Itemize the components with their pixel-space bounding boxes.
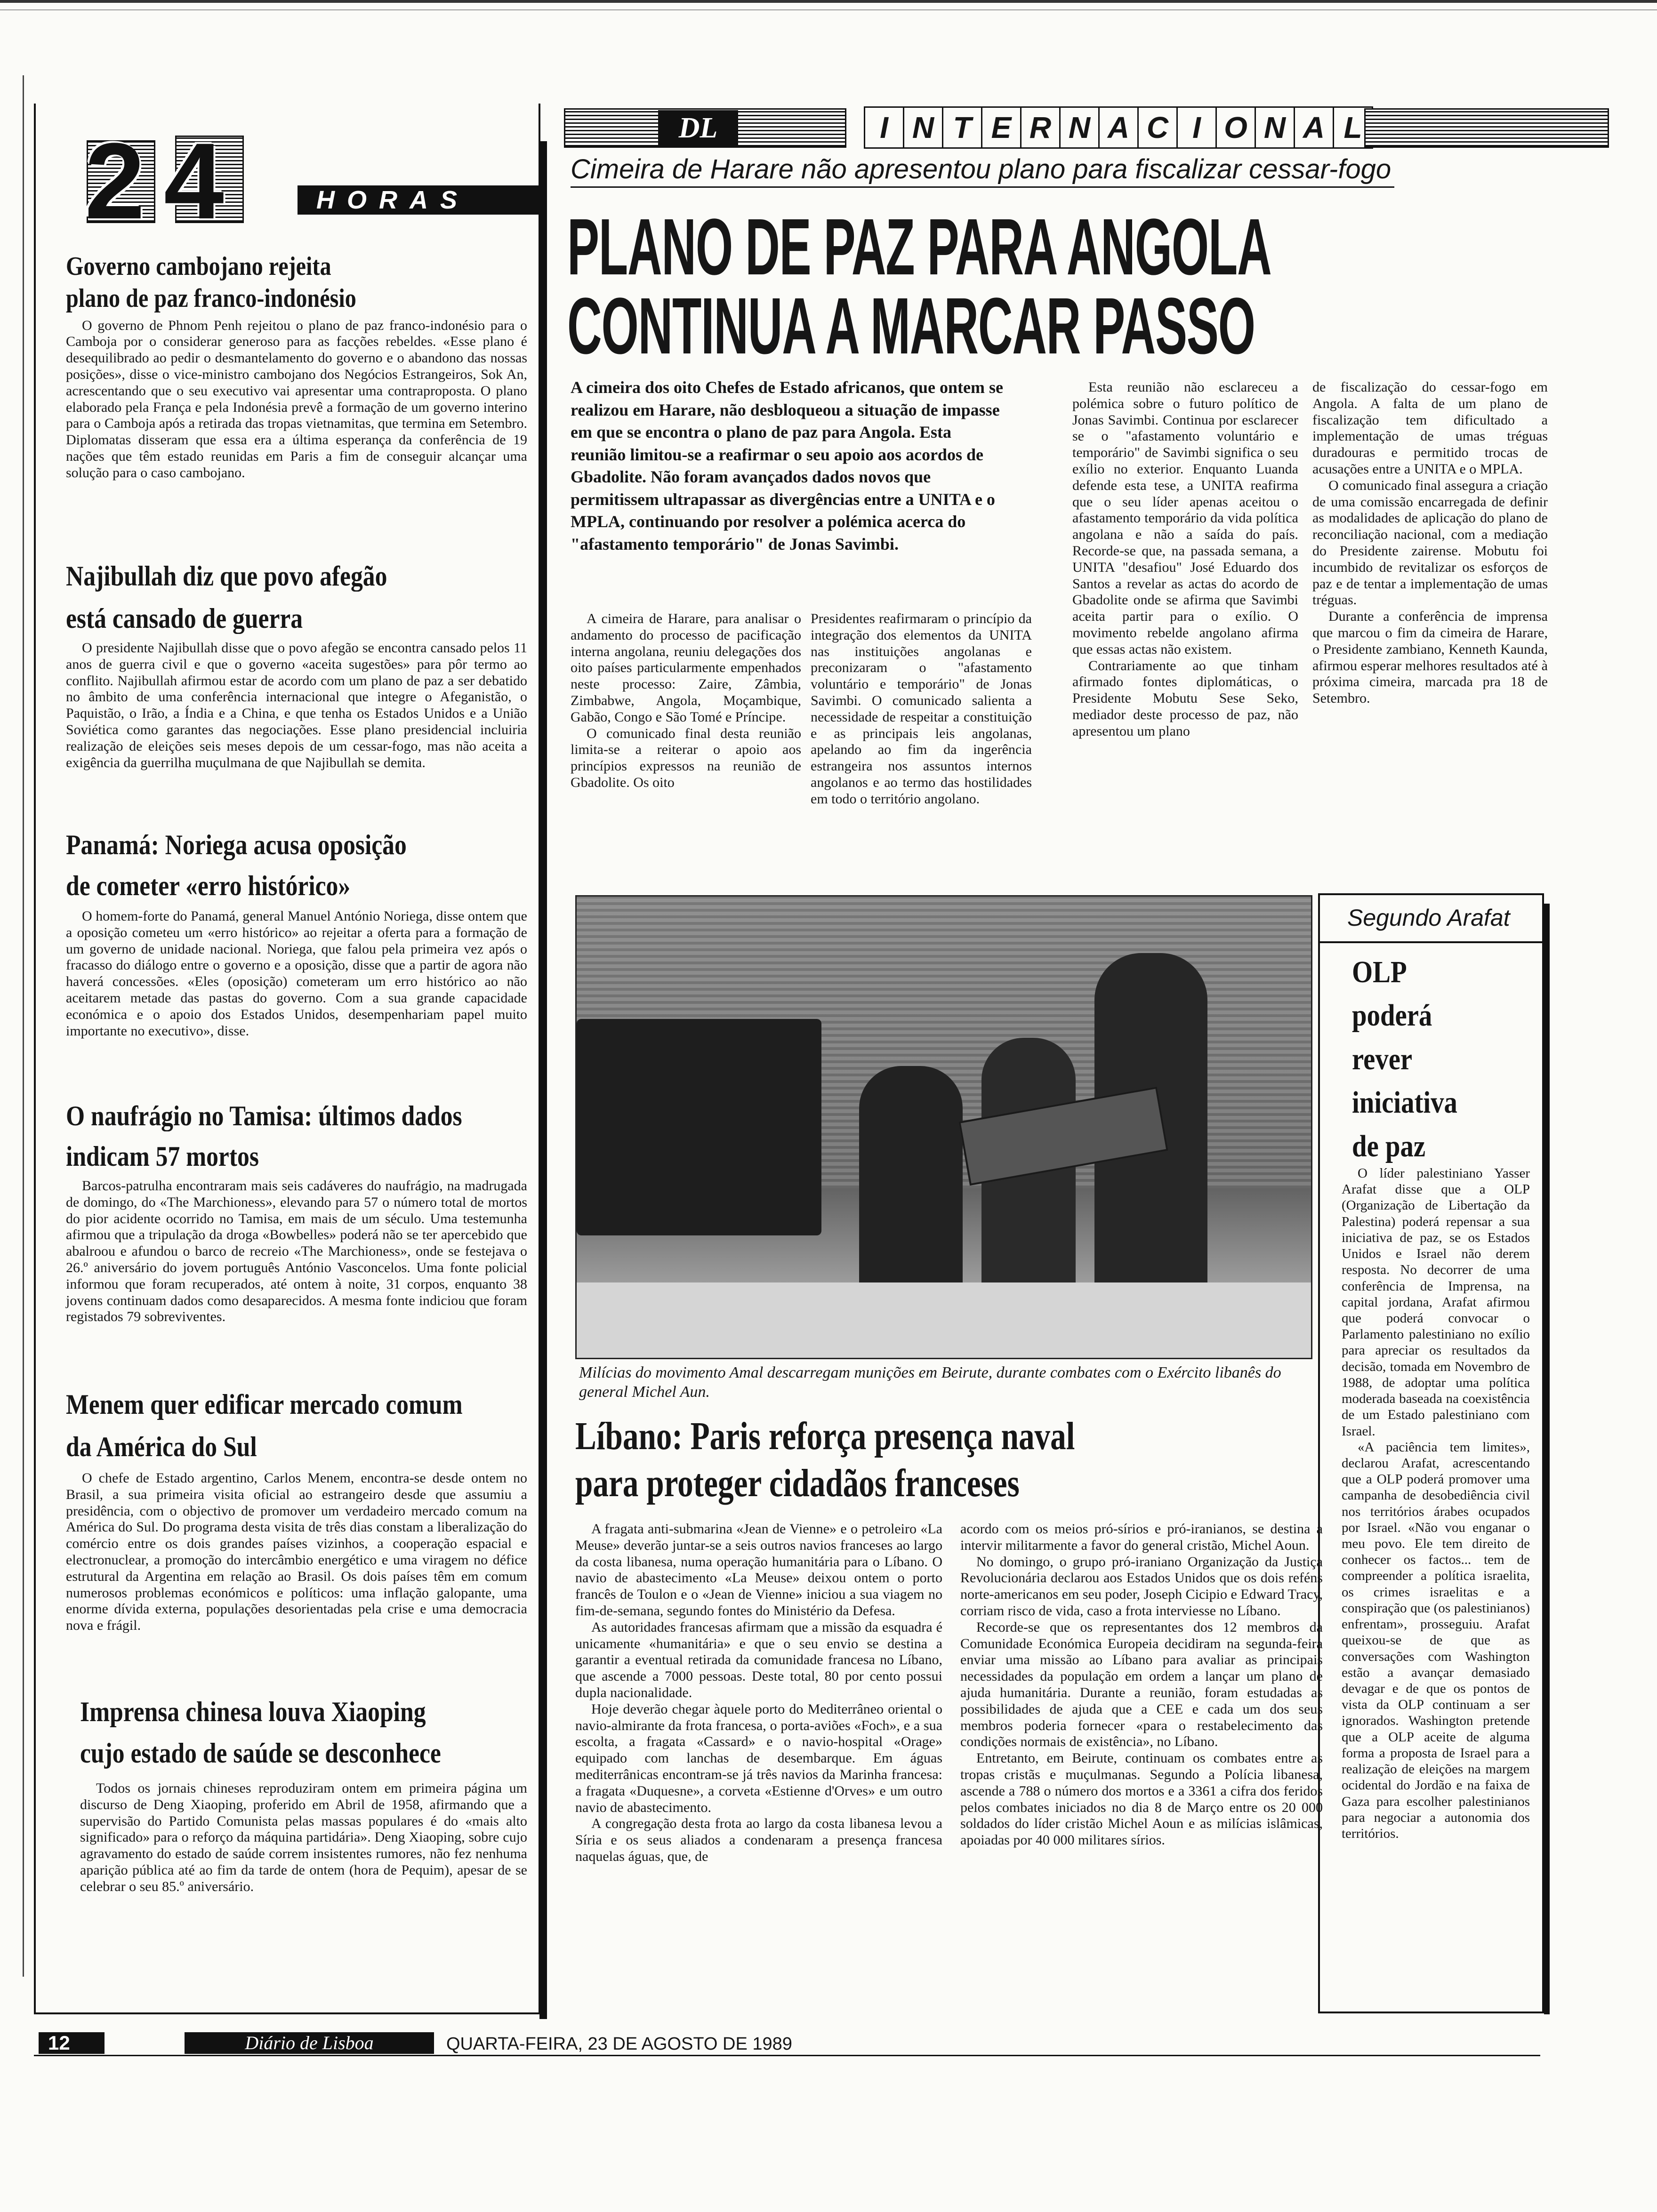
brief-text: O chefe de Estado argentino, Carlos Menem, encontra-se desde ontem no Brasil, a sua primeira visita oficial ao estrangeiro desde que assumiu a presidência, com o objectivo de promover um verdadeiro mercado comum na América do Sul. Do programa desta visita de três dias constam a liberalização do comércio entre os dois grandes países vizinhos, a cooperação espacial e electronuclear, a promoção do intercâmbio energético e uma viragem no défice estrutural da Argentina em relação ao Brasil. Os dois países têm em comum numerosos problemas económicos e políticos: uma inflação galopante, uma enorme dívida externa, populações desorientadas pela crise e uma democracia nova e frágil.	[66, 1470, 527, 1634]
footer-rule	[34, 2055, 1540, 2056]
section-letter: R	[1020, 106, 1061, 149]
footer-bar	[34, 2032, 1550, 2057]
main-story-col-3: Esta reunião não esclareceu a polémica sobre o futuro político de Jonas Savimbi. Continua por esclarecer se o "afastamento voluntário e temporário" de Savimbi significa o seu exílio no exterior. Enquanto Luanda defende esta tese, a UNITA reafirma que o seu líder apenas aceitou o afastamento temporário da vida política angolana e não a saída do país. Recorde-se que, na passada semana, a UNITA "desafiou" José Eduardo dos Santos a revelar as actas do acordo de Gbadolite onde se afirma que Savimbi aceita partir para o exílio. O movimento rebelde angolano afirma que essas actas não existem. Contrariamente ao que tinham afirmado fontes diplomáticas, o Presidente Mobutu Sese Seko, mediador deste processo de paz, não apresentou um plano	[1072, 379, 1298, 739]
sidebar-kicker-rule	[1320, 941, 1542, 943]
page-number: 12	[39, 2032, 105, 2054]
section-letter: N	[903, 106, 943, 149]
sidebar-headline	[1352, 951, 1531, 1168]
sidebar-kicker: Segundo Arafat	[1347, 905, 1510, 931]
brief-headline: cujo estado de saúde se desconhece	[80, 1738, 441, 1769]
sidebar-headline-line: poderá	[1352, 998, 1432, 1033]
news-brief-menem	[66, 1383, 527, 1634]
main-story-col-2: Presidentes reafirmaram o princípio da integração dos elementos da UNITA nas instituições angolanas e preconizaram o "afastamento voluntário e temporário" de Jonas Savimbi. O comunicado salienta a necessidade de respeitar a constituição e as principais leis angolanas, apelando ao fim da ingerência estrangeira nos assuntos internos angolanos e ao termo das hostilidades em todo o território angolano.	[811, 611, 1032, 807]
section-letter: N	[1255, 106, 1295, 149]
section-letter: I	[864, 106, 904, 149]
main-story-lead: A cimeira dos oito Chefes de Estado africanos, que ontem se realizou em Harare, não desbloqueou a situação de impasse em que se encontra o plano de paz para Angola. Esta reunião limitou-se a reafirmar o seu apoio aos acordos de Gbadolite. Não foram avançados dados novos que permitissem ultrapassar as divergências entre a UNITA e o MPLA, continuando por resolver a polémica acerca do "afastamento temporário" de Jonas Savimbi.	[571, 378, 1003, 553]
sidebar-headline-line: OLP	[1352, 955, 1407, 989]
badge-digits: 24	[85, 120, 243, 241]
section-hatch-right	[1364, 108, 1609, 148]
sidebar-headline-line: de paz	[1352, 1129, 1426, 1163]
section-header	[564, 100, 1657, 152]
scan-left-line	[23, 75, 24, 1977]
left-column-shadow	[539, 141, 547, 2019]
brief-text: O presidente Najibullah disse que o povo afegão se encontra cansado pelos 11 anos de guerra civil e que o governo «aceita sugestões» para pôr termo ao conflito. Najibullah afirmou estar de acordo com um plano de paz a ser debatido no âmbito de uma conferência internacional que integre o Afeganistão, o Paquistão, o Irão, a Índia e a China, e que tenha os Estados Unidos e a União Soviética como garantes das negociações. Esse plano presidencial incluiria realização de eleições seis meses depois de um cessar-fogo, mas não aceita a exigência da guerrilha muçulmana de que Najibullah se demita.	[66, 640, 527, 770]
photo-ground	[577, 1282, 1311, 1358]
brief-headline: Najibullah diz que povo afegão	[66, 561, 387, 592]
section-letter: L	[1333, 106, 1373, 149]
photo-caption: Milícias do movimento Amal descarregam munições em Beirute, durante combates com o Exército libanês do general Michel Aun.	[579, 1364, 1281, 1401]
brief-text: Todos os jornais chineses reproduziram ontem em primeira página um discurso de Deng Xiaoping, proferido em Abril de 1958, afirmando que a supervisão do Partido Comunista pelas massas populares é do «mais alto significado» para o reforço da máquina partidária». Deng Xiaoping, sobre cujo agravamento do estado de saúde correm insistentes rumores, não fez nenhuma aparição pública até ao fim da tarde de ontem (hora de Pequim), apesar de se celebrar o seu 85.º aniversário.	[80, 1780, 527, 1894]
brief-headline: plano de paz franco-indonésio	[66, 284, 356, 313]
lebanon-headline: para proteger cidadãos franceses	[575, 1461, 1020, 1505]
lebanon-col-2: acordo com os meios pró-sírios e pró-iranianos, se destina a intervir militarmente a favor do general cristão, Michel Aoun. No domingo, o grupo pró-iraniano Organização da Justiça Revolucionária declarou aos Estados Unidos que os dois reféns norte-americanos em seu poder, Joseph Cicipio e Edward Tracy, corriam risco de vida, caso a frota interviesse no Líbano. Recorde-se que os representantes dos 12 membros da Comunidade Económica Europeia decidiram na segunda-feira enviar uma missão ao Líbano para avaliar as principais necessidades da população em ordem a lançar um plano de ajuda humanitária. Durante a reunião, foram estudadas as possibilidades de ajuda que a CEE e cada um dos seus membros poderia fornecer «para o restabelecimento das condições normais de existência», no Líbano. Entretanto, em Beirute, continuam os combates entre as tropas cristãs e muçulmanas. Segundo a Polícia libanesa, ascende a 788 o número dos mortos e a 3361 a cifra dos feridos pelos combates iniciados no dia 8 de Março entre os 20 000 soldados do líder cristão Michel Aoun e as milícias islâmicas, apoiadas por 40 000 militares sírios.	[960, 1521, 1323, 1848]
sidebar-shadow	[1544, 904, 1550, 2014]
brief-headline: Menem quer edificar mercado comum	[66, 1389, 463, 1420]
section-letter: N	[1059, 106, 1100, 149]
badge-24-horas	[34, 120, 547, 241]
section-letter: A	[1098, 106, 1139, 149]
main-story-col-1: A cimeira de Harare, para analisar o andamento do processo de pacificação interna angolana, reuniu delegações dos oito países particularmente empenhados neste processo: Zaire, Zâmbia, Zimbabwe, Angola, Moçambique, Gabão, Congo e São Tomé e Príncipe. O comunicado final desta reunião limita-se a reiterar o apoio aos princípios expressos na reunião de Gbadolite. Os oito	[571, 611, 801, 790]
news-brief-thames	[66, 1096, 527, 1325]
sidebar-headline-line: rever	[1352, 1042, 1413, 1076]
brief-headline: da América do Sul	[66, 1431, 257, 1462]
section-letter: E	[981, 106, 1022, 149]
section-letter-tiles	[865, 106, 1373, 149]
brief-headline: Imprensa chinesa louva Xiaoping	[80, 1696, 426, 1727]
main-story-kicker-underline	[571, 186, 1394, 188]
main-story-kicker: Cimeira de Harare não apresentou plano para fiscalizar cessar-fogo	[571, 154, 1392, 184]
news-brief-afghanistan	[66, 554, 527, 771]
section-logo: DL	[658, 110, 738, 146]
brief-headline: está cansado de guerra	[66, 603, 303, 634]
masthead-logo: Diário de Lisboa	[185, 2032, 434, 2054]
brief-headline: O naufrágio no Tamisa: últimos dados	[66, 1100, 462, 1131]
brief-headline: indicam 57 mortos	[66, 1141, 259, 1172]
news-brief-xiaoping	[80, 1691, 527, 1895]
main-story-headline: PLANO DE PAZ PARA ANGOLA	[567, 202, 1271, 292]
news-brief-panama	[66, 825, 527, 1039]
brief-headline: Governo cambojano rejeita	[66, 252, 331, 281]
photo-truck	[577, 1019, 821, 1235]
news-photo	[575, 895, 1312, 1359]
section-letter: O	[1215, 106, 1256, 149]
lebanon-col-1: A fragata anti-submarina «Jean de Vienne» e o petroleiro «La Meuse» deverão juntar-se a seis outros navios franceses ao largo da costa libanesa, numa operação humanitária para o Líbano. O navio de abastecimento «La Meuse» deixou ontem o porto francês de Toulon e o «Jean de Vienne» iniciou a sua viagem no fim-de-semana, segundo fontes do Ministério da Defesa. As autoridades francesas afirmam que a missão da esquadra é unicamente «humanitária» e que o seu envio se destina a garantir a eventual retirada da comunidade francesa no Líbano, que ascende a 7000 pessoas. Deste total, 80 por cento possui dupla nacionalidade. Hoje deverão chegar àquele porto do Mediterrâneo oriental o navio-almirante da frota francesa, o porta-aviões «Foch», e a sua escolta, a fragata «Cassard» e o navio-hospital «Orage» equipado com lanchas de desembarque. Em águas mediterrânicas encontram-se já três navios da Marinha francesa: a fragata «Duquesne», a corveta «Estienne d'Orves» e um outro navio de abastecimento. A congregação desta frota ao largo da costa libanesa levou a Síria e os seus aliados a condenaram a presença francesa naquelas águas, que, de	[575, 1521, 942, 1864]
section-letter: I	[1176, 106, 1217, 149]
brief-headline: Panamá: Noriega acusa oposição	[66, 829, 407, 860]
section-letter: C	[1137, 106, 1178, 149]
badge-word: HORAS	[298, 185, 542, 215]
news-brief-cambodia	[66, 250, 527, 481]
brief-text: O governo de Phnom Penh rejeitou o plano de paz franco-indonésio para o Camboja por o considerar generoso para as facções rebeldes. «Esse plano é desequilibrado ao pedir o desmantelamento do governo e o abandono das nossas posições», disse o vice-ministro cambojano dos Negócios Estrangeiros, Sok An, acrescentando que o seu executivo vai apresentar uma contraproposta. O plano elaborado pela França e pela Indonésia prevê a formação de um governo interino para o Camboja após a retirada das tropas vietnamitas, que termina em Setembro. Diplomatas disseram que essa era a última esperança da conferência de 19 nações que têm estado reunidas em Paris a fim de conseguir alcançar uma solução para o caso cambojano.	[66, 317, 527, 481]
sidebar-text: O líder palestiniano Yasser Arafat disse que a OLP (Organização de Libertação da Palestina) poderá repensar a sua iniciativa de paz, se os Estados Unidos e Israel não derem resposta. No decorrer de uma conferência de Imprensa, na capital jordana, Arafat afirmou que poderá convocar o Parlamento palestiniano no exílio para apreciar os resultados da decisão, tomada em Novembro de 1988, de adoptar uma política moderada baseada na coexistência de um Estado palestiniano com Israel. «A paciência tem limites», declarou Arafat, acrescentando que a OLP poderá promover uma campanha de desobediência civil nos territórios árabes ocupados por Israel. «Não vou enganar o meu povo. Ele tem direito de conhecer os factos... tem de compreender a política israelita, os crimes israelitas e a conspiração que (os palestinianos) enfrentam», prosseguiu. Arafat queixou-se de que as conversações com Washington estão a avançar demasiado devagar e de que os pontos de vista da OLP continuam a ser ignorados. Washington pretende que a OLP aceite de alguma forma a proposta de Israel para a realização de eleições na margem ocidental do Jordão e na faixa de Gaza para escolher palestinianos para negociar a autonomia dos territórios.	[1342, 1166, 1530, 1841]
sidebar-headline-line: iniciativa	[1352, 1085, 1457, 1120]
main-story-col-4: de fiscalização do cessar-fogo em Angola. A falta de um plano de fiscalização tem dificultado a implementação de umas tréguas duradouras e permitido trocas de acusações entre a UNITA e o MPLA. O comunicado final assegura a criação de uma comissão encarregada de definir as modalidades de aplicação do plano de reconciliação nacional, com a mediação do Presidente zairense. Mobutu foi incumbido de revitalizar os esforços de paz e de tentar a implementação de umas tréguas. Durante a conferência de imprensa que marcou o fim da cimeira de Harare, o Presidente zambiano, Kenneth Kaunda, afirmou esperar melhores resultados até à próxima cimeira, marcada pra 18 de Setembro.	[1312, 379, 1548, 706]
brief-text: O homem-forte do Panamá, general Manuel António Noriega, disse ontem que a oposição cometeu um «erro histórico» ao rejeitar a oferta para a formação de um governo de unidade nacional. Noriega, que falou pela primeira vez após o fracasso do diálogo entre o governo e a oposição, disse que a partir de agora não haverá concessões. «Eles (oposição) cometeram um erro histórico ao não aceitarem metade das pastas do governo. Com a sua grande capacidade económica e o apoio dos Estados Unidos, desempenhariam papel muito importante no executivo», disse.	[66, 908, 527, 1039]
scan-top-line	[0, 9, 1657, 10]
lebanon-headline: Líbano: Paris reforça presença naval	[575, 1414, 1075, 1458]
section-letter: T	[942, 106, 982, 149]
scan-top-edge	[0, 0, 1657, 3]
section-letter: A	[1294, 106, 1334, 149]
brief-headline: de cometer «erro histórico»	[66, 870, 351, 901]
brief-text: Barcos-patrulha encontraram mais seis cadáveres do naufrágio, na madrugada de domingo, do «The Marchioness», elevando para 57 o número total de mortos do pior acidente ocorrido no Tamisa, em mais de um século. Uma testemunha afirmou que a tripulação da droga «Bowbelles» poderá não se ter apercebido que abalroou e afundou o barco de recreio «The Marchioness», onde se festejava o 26.º aniversário do jovem português António Vasconcelos. Uma fonte policial informou que foram recuperados, até ontem à noite, 31 corpos, enquanto 38 jovens continuam dados como desaparecidos. A mesma fonte indiciou que foram registados 79 sobreviventes.	[66, 1178, 527, 1325]
main-story-headline: CONTINUA A MARCAR PASSO	[567, 281, 1255, 371]
footer-date: QUARTA-FEIRA, 23 DE AGOSTO DE 1989	[446, 2034, 792, 2054]
